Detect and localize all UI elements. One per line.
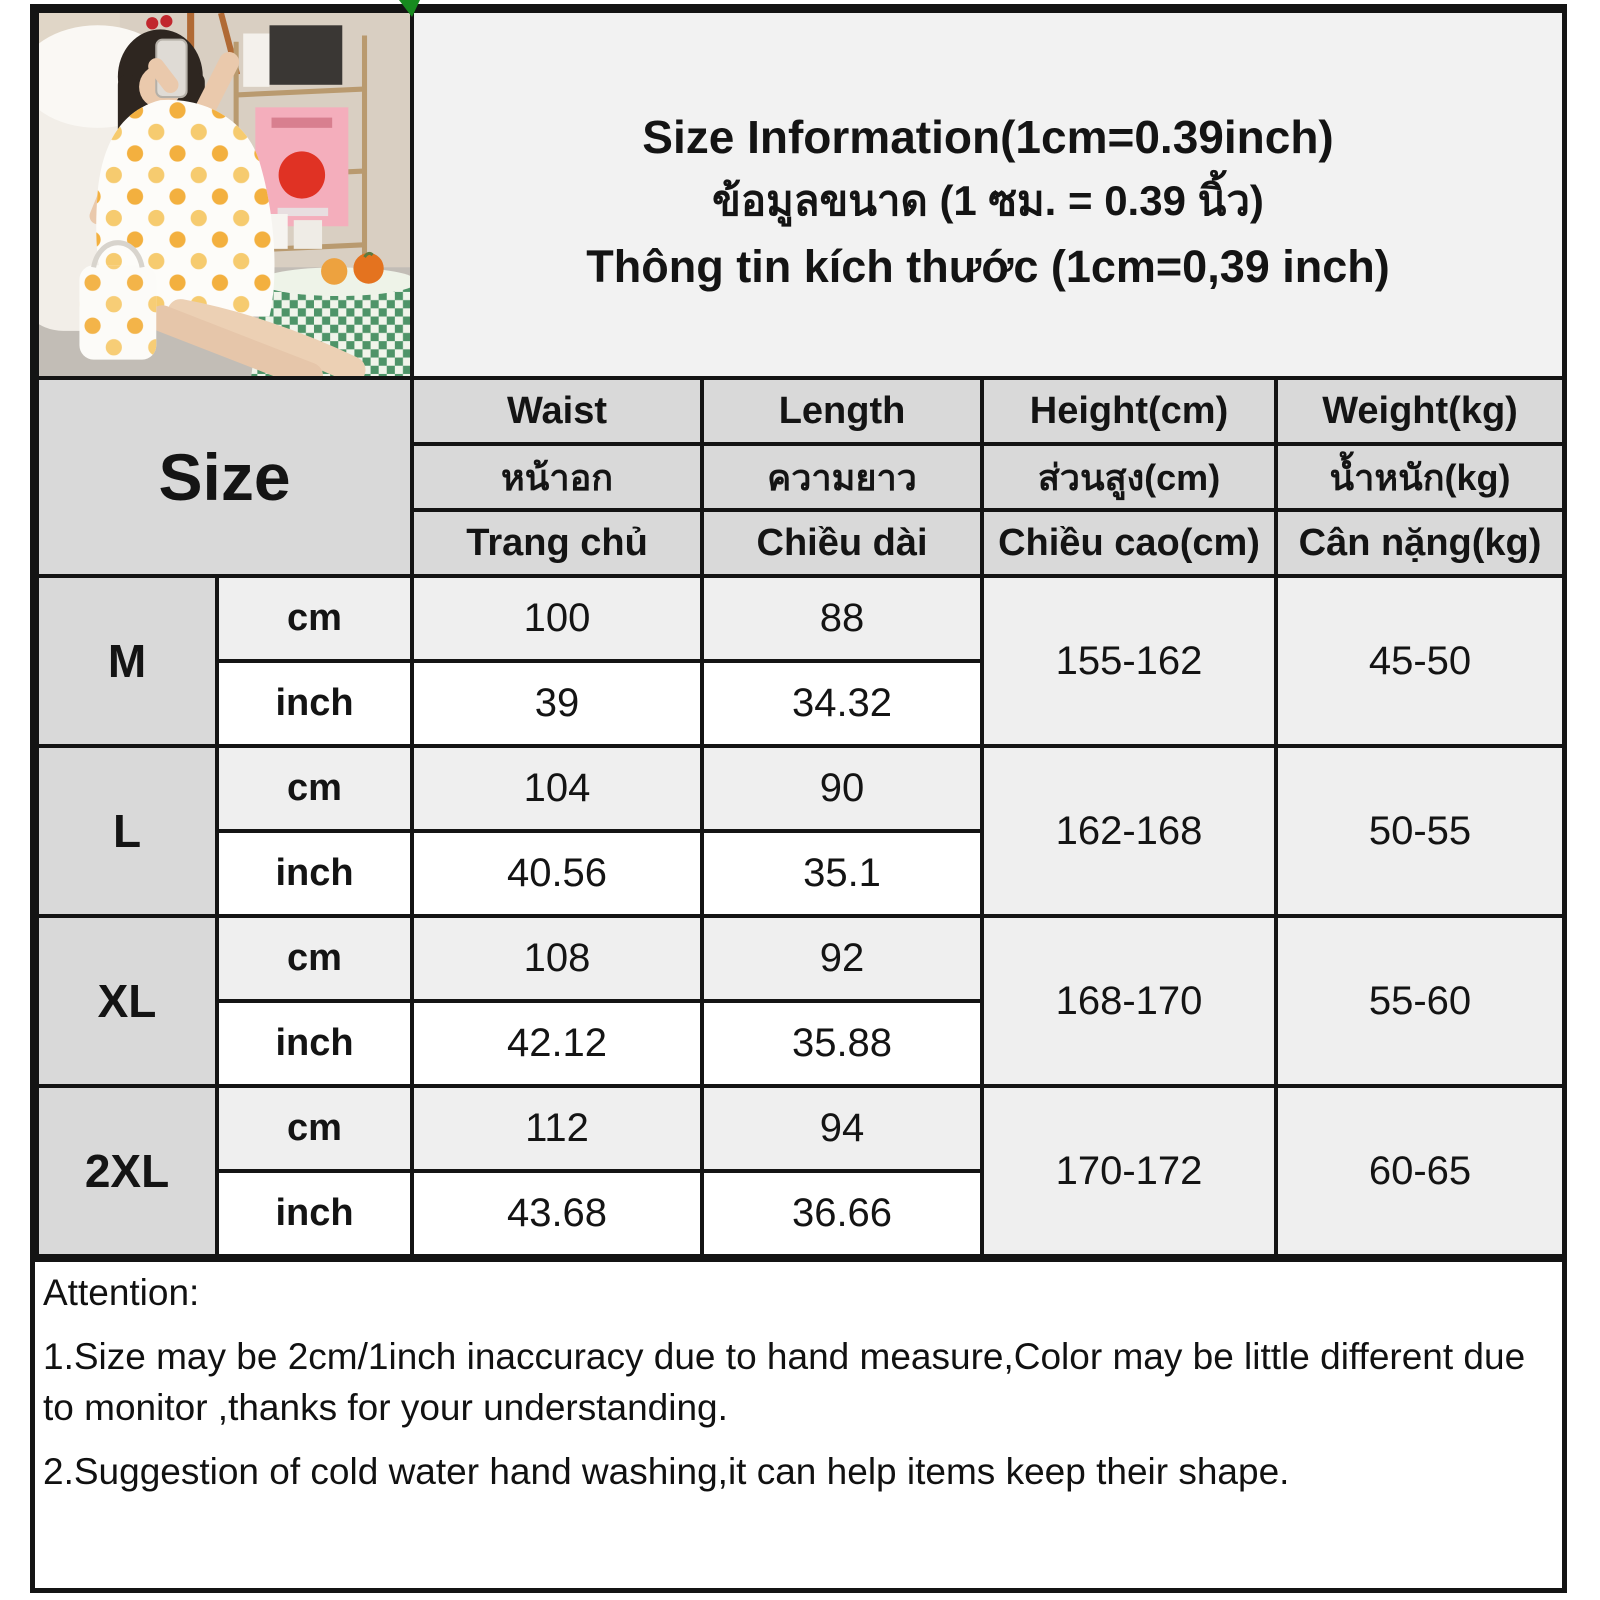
unit-label-cm: cm [217, 1086, 412, 1171]
waist-cm-xl: 108 [412, 916, 702, 1001]
length-cm-xl: 92 [702, 916, 982, 1001]
unit-label-cm: cm [217, 746, 412, 831]
waist-inch-2xl: 43.68 [412, 1171, 702, 1256]
weight-range-l: 50-55 [1276, 746, 1564, 916]
column-header-waist-vi: Trang chủ [412, 510, 702, 576]
attention-box [35, 1258, 1562, 1588]
weight-range-xl: 55-60 [1276, 916, 1564, 1086]
unit-label-cm: cm [217, 916, 412, 1001]
column-header-length-vi: Chiều dài [702, 510, 982, 576]
length-cm-2xl: 94 [702, 1086, 982, 1171]
attention-note-1: 1.Size may be 2cm/1inch inaccuracy due to hand measure,Color may be little different due to monitor ,thanks for your understanding. [43, 1336, 1526, 1428]
unit-label-inch: inch [217, 1001, 412, 1086]
height-range-m: 155-162 [982, 576, 1276, 746]
height-range-2xl: 170-172 [982, 1086, 1276, 1256]
waist-cm-m: 100 [412, 576, 702, 661]
column-header-height-th: ส่วนสูง(cm) [982, 444, 1276, 510]
table-row [37, 916, 1564, 1001]
column-header-weight-vi: Cân nặng(kg) [1276, 510, 1564, 576]
column-header-size: Size [37, 378, 412, 576]
attention-heading: Attention: [43, 1272, 200, 1313]
unit-label-inch: inch [217, 661, 412, 746]
weight-range-m: 45-50 [1276, 576, 1564, 746]
green-flag-icon [399, 0, 420, 17]
column-header-height-en: Height(cm) [982, 378, 1276, 444]
column-header-weight-en: Weight(kg) [1276, 378, 1564, 444]
weight-range-2xl: 60-65 [1276, 1086, 1564, 1256]
attention-note-2: 2.Suggestion of cold water hand washing,it can help items keep their shape. [43, 1450, 1290, 1492]
table-row [37, 576, 1564, 661]
title-thai: ข้อมูลขนาด (1 ซม. = 0.39 นิ้ว) [712, 177, 1264, 224]
size-table [35, 9, 1566, 1258]
length-inch-m: 34.32 [702, 661, 982, 746]
column-header-waist-en: Waist [412, 378, 702, 444]
height-range-xl: 168-170 [982, 916, 1276, 1086]
product-photo [37, 11, 412, 378]
waist-cm-2xl: 112 [412, 1086, 702, 1171]
title-english: Size Information(1cm=0.39inch) [642, 111, 1334, 163]
product-photo-illustration [39, 13, 410, 376]
size-chart-frame [30, 4, 1567, 1593]
height-range-l: 162-168 [982, 746, 1276, 916]
waist-inch-m: 39 [412, 661, 702, 746]
waist-inch-xl: 42.12 [412, 1001, 702, 1086]
waist-inch-l: 40.56 [412, 831, 702, 916]
length-cm-l: 90 [702, 746, 982, 831]
size-label-2xl: 2XL [37, 1086, 217, 1256]
waist-cm-l: 104 [412, 746, 702, 831]
title-vietnamese: Thông tin kích thước (1cm=0,39 inch) [586, 241, 1390, 292]
length-inch-xl: 35.88 [702, 1001, 982, 1086]
size-label-l: L [37, 746, 217, 916]
unit-label-inch: inch [217, 831, 412, 916]
size-label-m: M [37, 576, 217, 746]
column-header-weight-th: น้ำหนัก(kg) [1276, 444, 1564, 510]
unit-label-inch: inch [217, 1171, 412, 1256]
column-header-height-vi: Chiều cao(cm) [982, 510, 1276, 576]
size-label-xl: XL [37, 916, 217, 1086]
length-cm-m: 88 [702, 576, 982, 661]
column-header-waist-th: หน้าอก [412, 444, 702, 510]
unit-label-cm: cm [217, 576, 412, 661]
table-row [37, 746, 1564, 831]
length-inch-l: 35.1 [702, 831, 982, 916]
length-inch-2xl: 36.66 [702, 1171, 982, 1256]
column-header-length-en: Length [702, 378, 982, 444]
column-header-length-th: ความยาว [702, 444, 982, 510]
size-information-title-block [412, 11, 1564, 378]
table-row [37, 1086, 1564, 1171]
